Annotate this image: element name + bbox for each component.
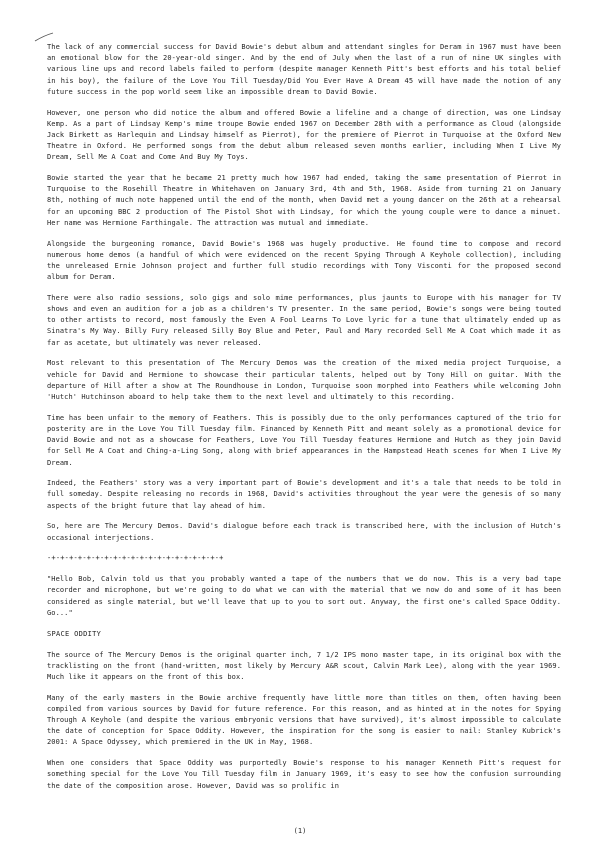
body-paragraph: Alongside the burgeoning romance, David Bowie's 1968 was hugely productive. He found time to compose and record numerous home demos (a handful of which were evidenced on the recent Spying Through A Keyhole collection), including the unreleased Ernie Johnson project and further full studio recordings with Tony Visconti for the proposed second album for Deram. xyxy=(47,239,561,282)
body-paragraph: Bowie started the year that he became 21 pretty much how 1967 had ended, taking the same presentation of Pierrot in Turquoise to the Rosehill Theatre in Whitehaven on January 3rd, 4th and 5th, 1968. Aside from turning 21 on January 8th, nothing of much note happened until the end of the month, when David met a young dancer on the 26th at a rehearsal for an upcoming BBC 2 production of The Pistol Shot with Lindsay, for which the young couple were to dance a minuet. Her name was Hermione Farthingale. The attraction was mutual and immediate. xyxy=(47,174,561,227)
body-paragraph: Time has been unfair to the memory of Feathers. This is possibly due to the only performances captured of the trio for posterity are in the Love You Till Tuesday film. Financed by Kenneth Pitt and meant solely as a promotional device for David Bowie and not as a showcase for Feathers, Love You Till Tuesday features Hermione and Hutch as they join David for Sell Me A Coat and Ching-a-Ling Song, along with brief appearances in the Hampstead Heath scenes for When I Live My Dream. xyxy=(47,413,561,467)
section-heading: SPACE ODDITY xyxy=(47,629,102,638)
body-paragraph: The lack of any commercial success for David Bowie's debut album and attendant singles for Deram in 1967 must have been an emotional blow for the 20-year-old singer. And by the end of July when the last of a run of nine UK singles with various line ups and record labels failed to perform (despite manager Kenneth Pitt's best efforts and his total belief in his boy), the failure of the Love You Till Tuesday/Did You Ever Have A Dream 45 will have made the notion of any future success in the pop world seem like an impossible dream to David Bowie. xyxy=(47,43,561,96)
section-paragraph: Many of the early masters in the Bowie archive frequently have little more than titles on them, often having been compiled from various sources by David for future reference. For this reason, and as hinted at in the notes for Spying Through A Keyhole (and despite the various embryonic versions that have survived), it's almost impossible to calculate the date of conception for Space Oddity. However, the inspiration for the song is easier to nail: Stanley Kubrick's 2001: A Space Odyssey, which premiered in the UK in May, 1968. xyxy=(47,693,561,747)
section-separator: -+-+-+-+-+-+-+-+-+-+-+-+-+-+-+-+-+-+-+-+ xyxy=(47,554,224,563)
pen-mark-icon xyxy=(34,32,54,42)
section-paragraph: The source of The Mercury Demos is the original quarter inch, 7 1/2 IPS mono master tape, in its original box with the tracklisting on the front (hand-written, most likely by Mercury A&R scout, Calvin Mark Lee), along with the year 1969. Much like it appears on the front of this box. xyxy=(47,650,561,681)
body-paragraph: However, one person who did notice the album and offered Bowie a lifeline and a change of direction, was one Lindsay Kemp. As a part of Lindsay Kemp's mime troupe Bowie ended 1967 on December 28th with a performance as Cloud (alongside Jack Birkett as Harlequin and Lindsay himself as Pierrot), for the premiere of Pierrot in Turquoise at the Oxford New Theatre in Oxford. He performed songs from the debut album released seven months earlier, including When I Live My Dream, Sell Me A Coat and Come And Buy My Toys. xyxy=(47,108,561,162)
page-number: (1) xyxy=(293,827,307,835)
body-paragraph: Indeed, the Feathers' story was a very important part of Bowie's development and it's a tale that needs to be told in full someday. Despite releasing no records in 1968, David's activities throughout the year were the genesis of so many aspects of the bright future that lay ahead of him. xyxy=(47,479,561,510)
document-body xyxy=(47,42,561,801)
dialogue-quote: "Hello Bob, Calvin told us that you probably wanted a tape of the numbers that we do now. This is a very bad tape recorder and microphone, but we're going to do what we can with the material that we now do and some of it has been considered as single material, but we'll leave that up to you to sort out. Anyway, the first one's called Space Oddity. Go..." xyxy=(47,575,561,617)
body-paragraph: Most relevant to this presentation of The Mercury Demos was the creation of the mixed media project Turquoise, a vehicle for David and Hermione to showcase their particular talents, helped out by Tony Hill on guitar. With the departure of Hill after a show at The Roundhouse in London, Turquoise soon morphed into Feathers while welcoming John 'Hutch' Hutchinson aboard to help take them to the next level and ultimately to this recording. xyxy=(47,359,561,401)
body-paragraph: There were also radio sessions, solo gigs and solo mime performances, plus jaunts to Europe with his manager for TV shows and even an audition for a job as a children's TV presenter. In the same period, Bowie's songs were being touted to other artists to record, most famously the Even A Fool Learns To Love lyric for a tune that ultimately ended up as Sinatra's My Way. Billy Fury released Silly Boy Blue and Peter, Paul and Mary recorded Sell Me A Coat which made it as far as acetate, but ultimately was never released. xyxy=(47,293,561,347)
body-paragraph: So, here are The Mercury Demos. David's dialogue before each track is transcribed here, with the inclusion of Hutch's occasional interjections. xyxy=(47,522,561,542)
section-paragraph: When one considers that Space Oddity was purportedly Bowie's response to his manager Kenneth Pitt's request for something special for the Love You Till Tuesday film in January 1969, it's easy to see how the confusion surrounding the date of the composition arose. However, David was so prolific in xyxy=(47,759,561,790)
